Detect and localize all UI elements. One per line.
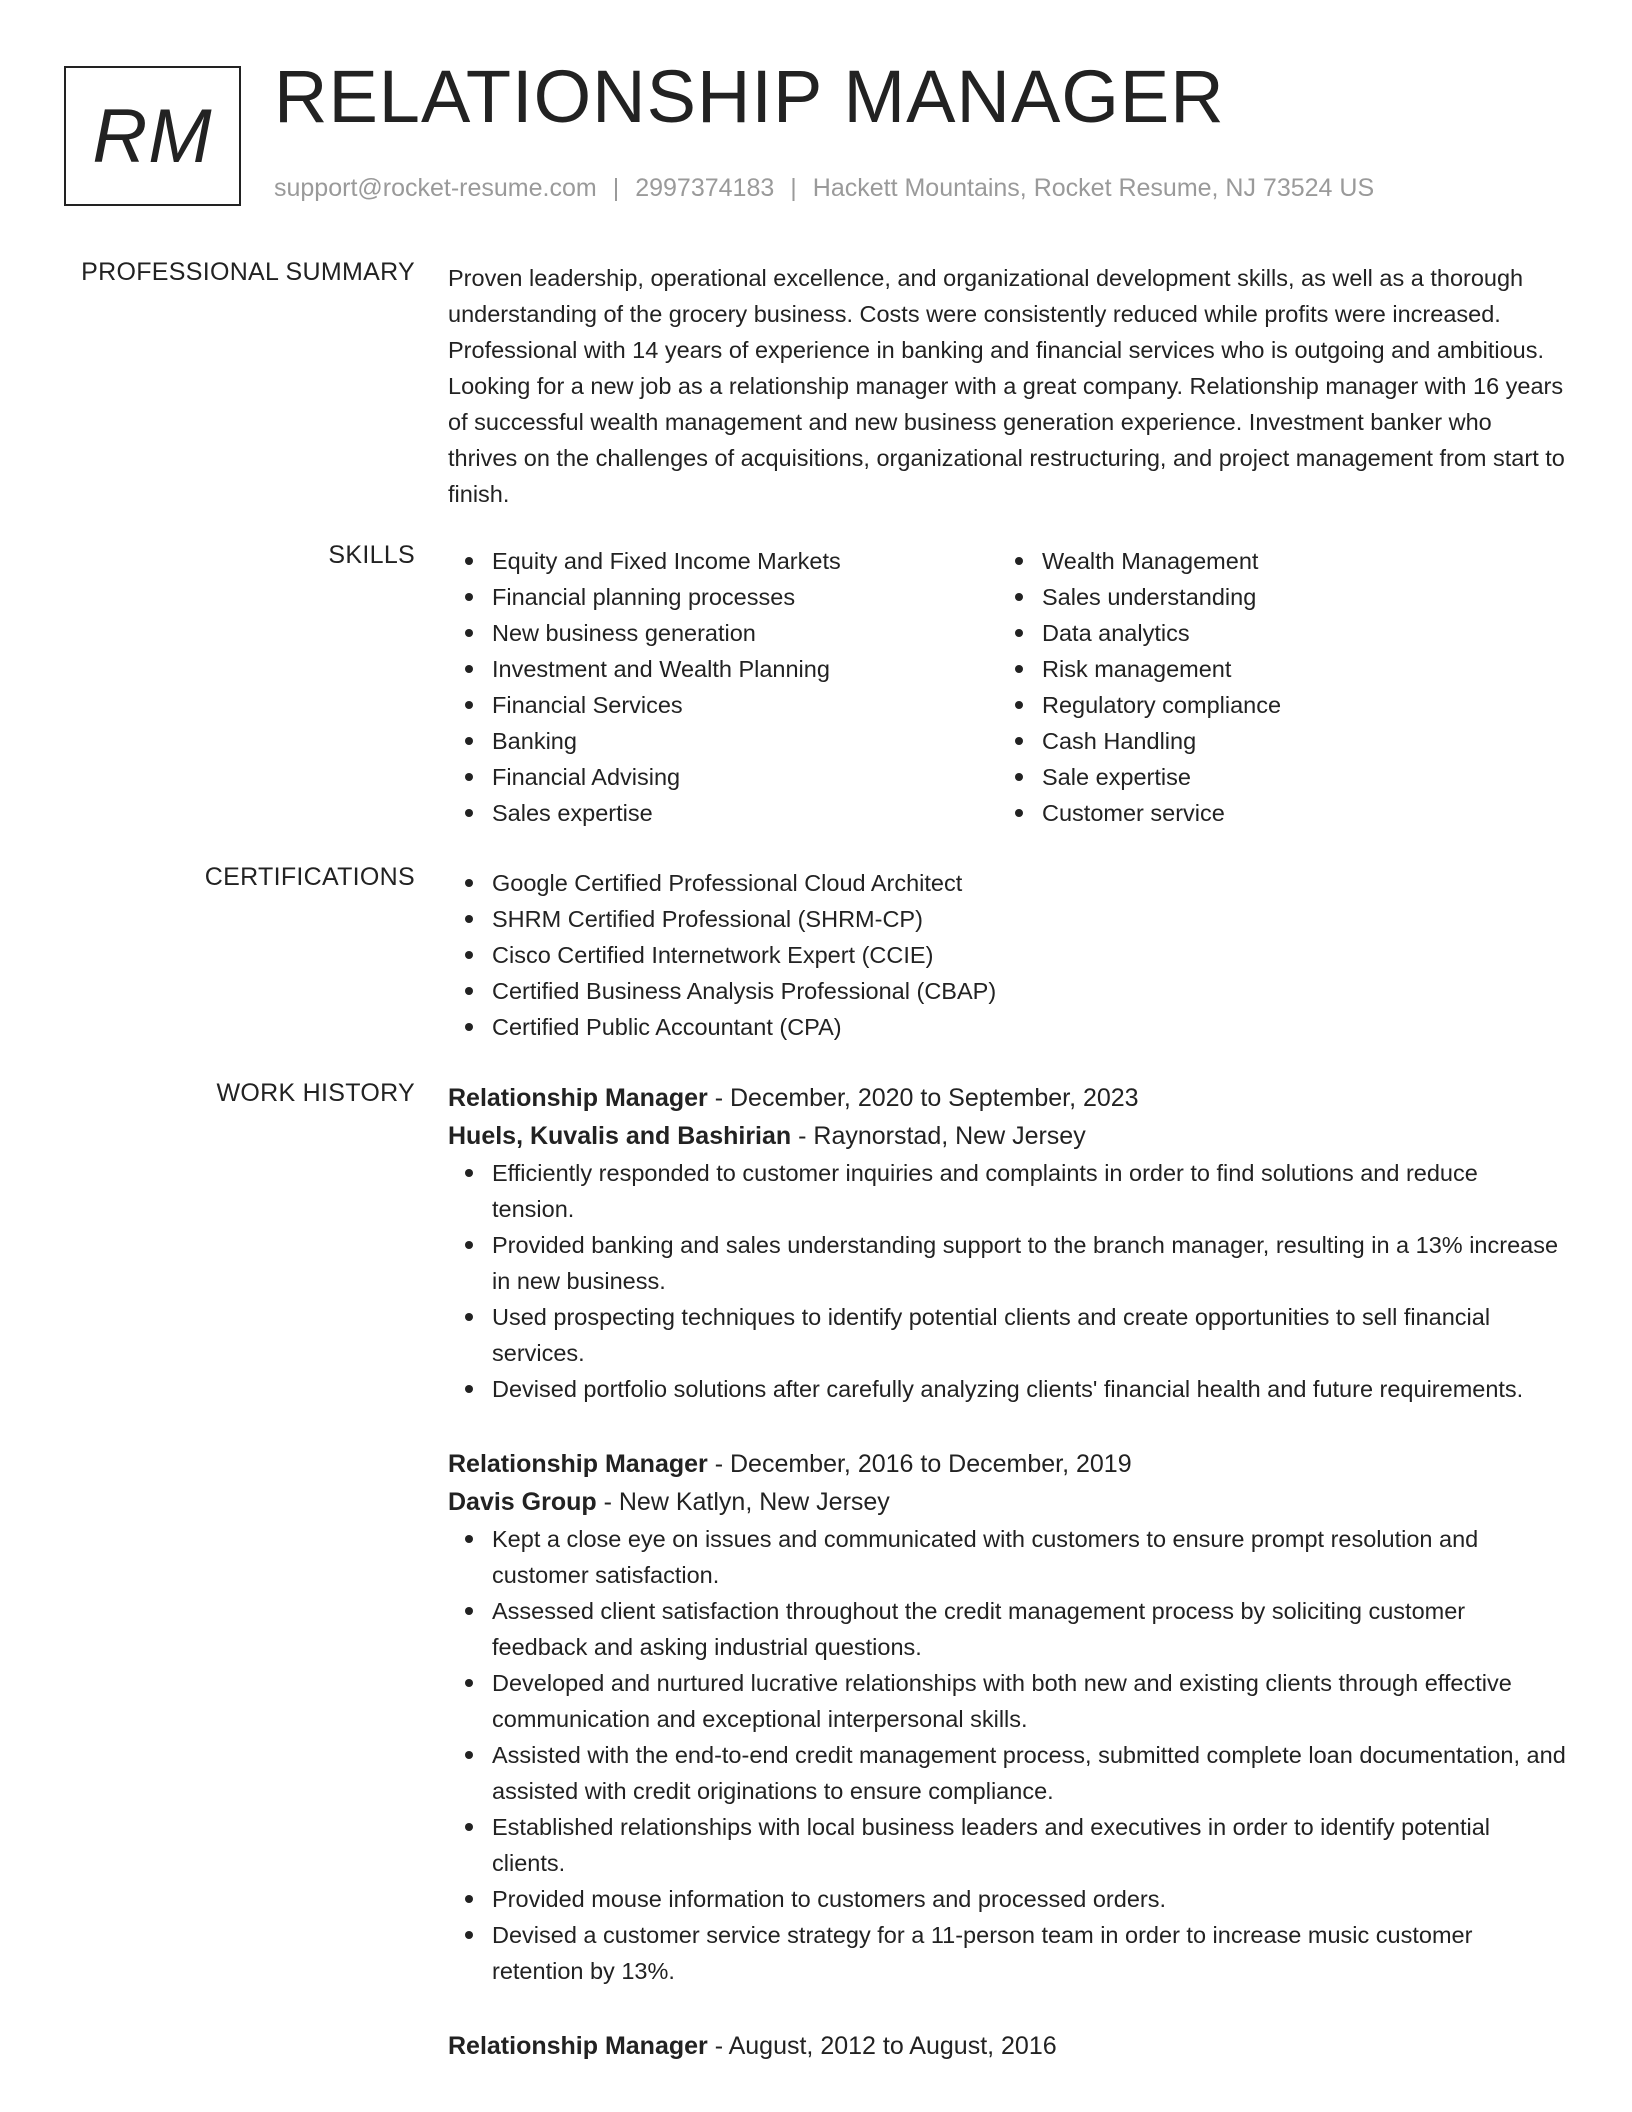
skill-item: Sales expertise bbox=[492, 795, 998, 831]
skill-item: Investment and Wealth Planning bbox=[492, 651, 998, 687]
work-history-body bbox=[448, 1079, 1566, 2065]
job-location: - Raynorstad, New Jersey bbox=[791, 1122, 1086, 1150]
job-entry bbox=[448, 1445, 1566, 1989]
skill-item: Financial Advising bbox=[492, 759, 998, 795]
job-title: Relationship Manager bbox=[448, 1450, 708, 1478]
job-title-line bbox=[448, 2027, 1566, 2065]
job-title: Relationship Manager bbox=[448, 1084, 708, 1112]
certification-item: Cisco Certified Internetwork Expert (CCIE) bbox=[492, 937, 1566, 973]
skill-item: Financial Services bbox=[492, 687, 998, 723]
job-location: - New Katlyn, New Jersey bbox=[596, 1488, 890, 1516]
skill-item: Risk management bbox=[1042, 651, 1548, 687]
job-bullet: Efficiently responded to customer inquiries and complaints in order to find solutions and reduce tension. bbox=[492, 1155, 1566, 1227]
job-bullet: Assessed client satisfaction throughout the credit management process by soliciting customer feedback and asking industrial questions. bbox=[492, 1593, 1566, 1665]
section-heading-skills: SKILLS bbox=[328, 541, 415, 569]
job-company-line bbox=[448, 1117, 1566, 1155]
skill-item: Sale expertise bbox=[1042, 759, 1548, 795]
job-bullets bbox=[448, 1521, 1566, 1989]
job-bullet: Devised portfolio solutions after carefully analyzing clients' financial health and future requirements. bbox=[492, 1371, 1566, 1407]
skill-item: Financial planning processes bbox=[492, 579, 998, 615]
skills-body bbox=[448, 543, 1566, 831]
certification-item: Certified Public Accountant (CPA) bbox=[492, 1009, 1566, 1045]
contact-separator: | bbox=[612, 174, 620, 202]
contact-phone: 2997374183 bbox=[635, 174, 775, 202]
job-bullet: Developed and nurtured lucrative relationships with both new and existing clients through effective communication and exceptional interpersonal skills. bbox=[492, 1665, 1566, 1737]
skill-item: Data analytics bbox=[1042, 615, 1548, 651]
skills-list-right bbox=[998, 543, 1548, 831]
job-bullet: Devised a customer service strategy for a 11-person team in order to increase music customer retention by 13%. bbox=[492, 1917, 1566, 1989]
contact-separator: | bbox=[790, 174, 797, 202]
section-heading-summary: PROFESSIONAL SUMMARY bbox=[81, 258, 415, 286]
skill-item: Banking bbox=[492, 723, 998, 759]
skill-item: Wealth Management bbox=[1042, 543, 1548, 579]
summary-body bbox=[448, 260, 1566, 512]
job-company: Huels, Kuvalis and Bashirian bbox=[448, 1122, 792, 1150]
skill-item: New business generation bbox=[492, 615, 998, 651]
skill-item: Sales understanding bbox=[1042, 579, 1548, 615]
job-dates: - December, 2020 to September, 2023 bbox=[707, 1084, 1139, 1112]
contact-address: Hackett Mountains, Rocket Resume, NJ 73524 US bbox=[812, 174, 1375, 202]
job-company: Davis Group bbox=[448, 1488, 597, 1516]
skill-item: Cash Handling bbox=[1042, 723, 1548, 759]
job-title: Relationship Manager bbox=[448, 2032, 708, 2060]
skill-item: Equity and Fixed Income Markets bbox=[492, 543, 998, 579]
monogram-logo: RM bbox=[64, 66, 241, 206]
job-bullet: Kept a close eye on issues and communicated with customers to ensure prompt resolution and customer satisfaction. bbox=[492, 1521, 1566, 1593]
job-bullet: Provided mouse information to customers and processed orders. bbox=[492, 1881, 1566, 1917]
certification-item: Google Certified Professional Cloud Architect bbox=[492, 865, 1566, 901]
section-heading-work-history: WORK HISTORY bbox=[216, 1079, 415, 1107]
job-dates: - December, 2016 to December, 2019 bbox=[707, 1450, 1132, 1478]
skills-list-left bbox=[448, 543, 998, 831]
page-title: RELATIONSHIP MANAGER bbox=[274, 55, 1225, 138]
job-bullet: Established relationships with local business leaders and executives in order to identify potential clients. bbox=[492, 1809, 1566, 1881]
skill-item: Regulatory compliance bbox=[1042, 687, 1548, 723]
job-dates: - August, 2012 to August, 2016 bbox=[707, 2032, 1057, 2060]
summary-text: Proven leadership, operational excellence, and organizational development skills, as well as a thorough understanding of the grocery business. Costs were consistently reduced while profits were increased. Professional with 14 years of experience in banking and financial services who is outgoing and ambitious. Looking for a new job as a relationship manager with a great company. Relationship manager with 16 years of successful wealth management and new business generation experience. Investment banker who thrives on the challenges of acquisitions, organizational restructuring, and project management from start to finish. bbox=[448, 265, 1565, 507]
certification-item: SHRM Certified Professional (SHRM-CP) bbox=[492, 901, 1566, 937]
contact-line bbox=[274, 174, 1374, 203]
job-bullets bbox=[448, 1155, 1566, 1407]
job-company-line bbox=[448, 1483, 1566, 1521]
skill-item: Customer service bbox=[1042, 795, 1548, 831]
certifications-body bbox=[448, 865, 1566, 1045]
job-bullet: Provided banking and sales understanding support to the branch manager, resulting in a 13% increase in new business. bbox=[492, 1227, 1566, 1299]
section-heading-certifications: CERTIFICATIONS bbox=[204, 863, 415, 891]
job-title-line bbox=[448, 1445, 1566, 1483]
job-bullet: Assisted with the end-to-end credit management process, submitted complete loan documentation, and assisted with credit originations to ensure compliance. bbox=[492, 1737, 1566, 1809]
contact-email: support@rocket-resume.com bbox=[274, 174, 597, 202]
job-title-line bbox=[448, 1079, 1566, 1117]
job-entry bbox=[448, 2027, 1566, 2065]
job-bullet: Used prospecting techniques to identify potential clients and create opportunities to sell financial services. bbox=[492, 1299, 1566, 1371]
certification-item: Certified Business Analysis Professional (CBAP) bbox=[492, 973, 1566, 1009]
job-entry bbox=[448, 1079, 1566, 1407]
certifications-list bbox=[448, 865, 1566, 1045]
